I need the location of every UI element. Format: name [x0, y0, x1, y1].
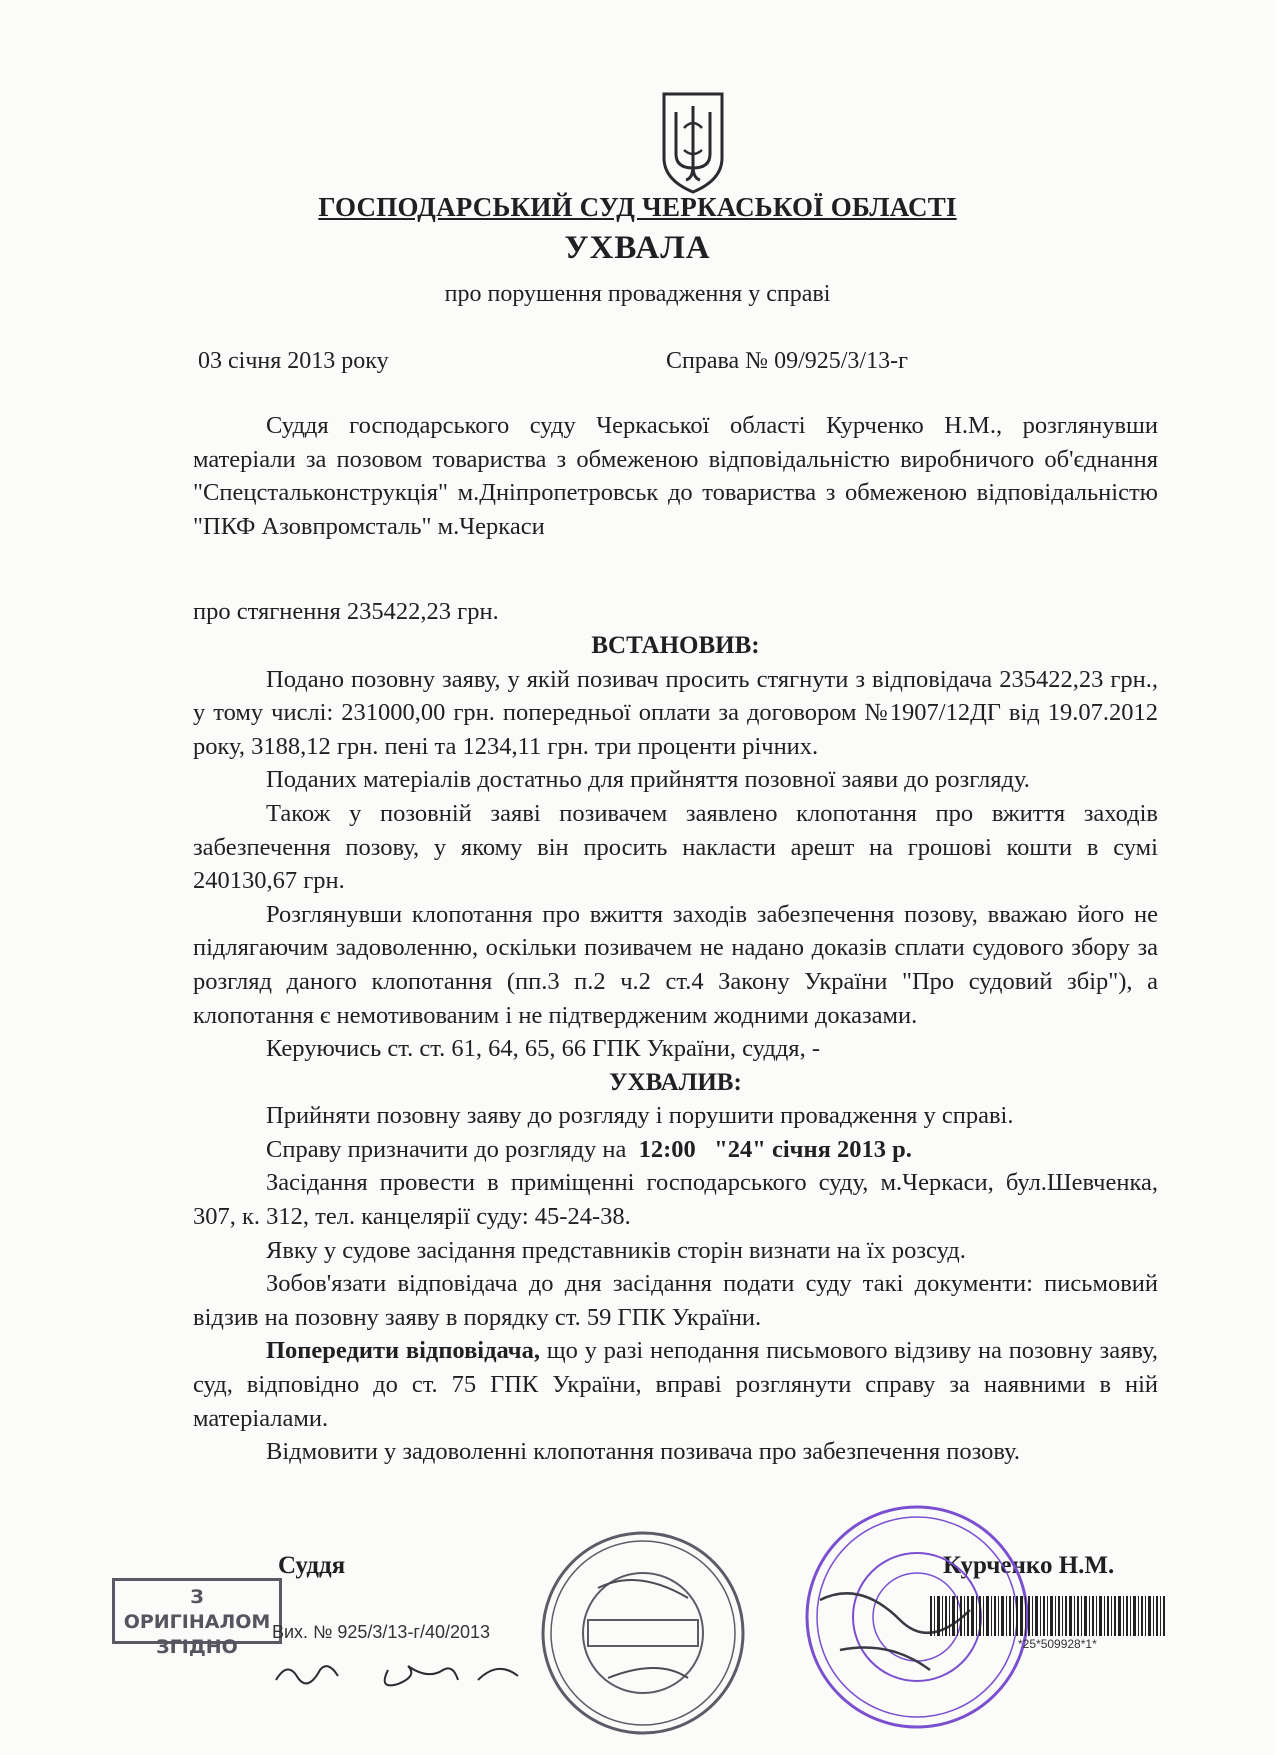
paragraph-claim: Подано позовну заяву, у якій позивач просить стягнути з відповідача 235422,23 грн., у тому числі: 231000,00 грн. попередньої оплати за договором №1907/12ДГ від 19.07.2012 року, 3188,12 грн. пені та 1234,11 грн. три проценти річних.: [193, 665, 1158, 760]
resolution-venue: Засідання провести в приміщенні господарського суду, м.Черкаси, бул.Шевченка, 307, к. 312, тел. канцелярії суду: 45-24-38.: [193, 1169, 1158, 1231]
intro-paragraph: Суддя господарського суду Черкаської області Курченко Н.М., розглянувши матеріали за позовом товариства з обмеженою відповідальністю виробничого об'єднання "Спецстальконструкція" м.Дніпропетровськ до товариства з обмеженою відповідальністю "ПКФ Азовпромсталь" м.Черкаси: [193, 412, 1158, 540]
paragraph-motion: Також у позовній заяві позивачем заявлено клопотання про вжиття заходів забезпечення позову, у якому він просить накласти арешт на грошові кошти в сумі 240130,67 грн.: [193, 799, 1158, 895]
ruling-body: [193, 409, 1158, 1469]
court-seal-icon: [538, 1528, 748, 1738]
ruling-date: 03 січня 2013 року: [198, 348, 389, 374]
paragraph-motion-review: Розглянувши клопотання про вжиття заходів забезпечення позову, вважаю його не підлягаючим задоволенню, оскільки позивачем не надано доказів сплати судового збору за розгляд даного клопотання (пп.3 п.2 ч.2 ст.4 Закону України "Про судовий збір"), а клопотання є немотивованим і не підтвердженим жодними доказами.: [193, 900, 1158, 1029]
hearing-date: "24" січня 2013 р.: [714, 1135, 912, 1163]
stamp-line-1: З ОРИГІНАЛОМ: [123, 1586, 271, 1633]
signature-icon: [268, 1640, 648, 1700]
resolved-heading: УХВАЛИВ:: [609, 1068, 742, 1096]
resolution-schedule: Справу призначити до розгляду на 12:00 "24" січня 2013 р.: [266, 1135, 912, 1163]
outgoing-number: Вих. № 925/3/13-г/40/2013: [272, 1622, 491, 1642]
stamp-line-2: ЗГІДНО: [156, 1636, 238, 1658]
paragraph-sufficiency: Поданих матеріалів достатньо для прийняття позовної заяви до розгляду.: [266, 766, 1030, 794]
resolution-attendance: Явку у судове засідання представників сторін визнати на їх розсуд.: [266, 1236, 966, 1264]
barcode-icon: [930, 1596, 1166, 1636]
hearing-time: 12:00: [638, 1135, 696, 1163]
case-number: Справа № 09/925/3/13-г: [666, 348, 908, 374]
resolution-accept: Прийняти позовну заяву до розгляду і порушити провадження у справі.: [266, 1102, 1014, 1130]
paragraph-legal-basis: Керуючись ст. ст. 61, 64, 65, 66 ГПК України, суддя, -: [266, 1035, 820, 1063]
judge-label: Суддя: [278, 1552, 346, 1579]
resolution-refuse: Відмовити у задоволенні клопотання позивача про забезпечення позову.: [266, 1438, 1021, 1466]
document-title: УХВАЛА: [564, 230, 711, 266]
barcode-number: *25*509928*1*: [1018, 1637, 1097, 1651]
claim-subject: про стягнення 235422,23 грн.: [193, 598, 499, 626]
judge-name: Курченко Н.М.: [943, 1552, 1115, 1579]
warning-bold: Попередити відповідача,: [266, 1337, 540, 1365]
established-heading: ВСТАНОВИВ:: [591, 631, 760, 659]
resolution-warning: Попередити відповідача, що у разі неподання письмового відзиву на позовну заяву, суд, відповідно до ст. 75 ГПК України, вправі розглянути справу за наявними в ній матеріалами.: [193, 1337, 1159, 1432]
certified-copy-stamp: [112, 1578, 282, 1658]
trident-emblem-icon: [656, 88, 730, 196]
court-name: ГОСПОДАРСЬКИЙ СУД ЧЕРКАСЬКОЇ ОБЛАСТІ: [318, 192, 957, 222]
document-subtitle: про порушення провадження у справі: [444, 281, 831, 307]
resolution-documents: Зобов'язати відповідача до дня засідання подати суду такі документи: письмовий відзив на позовну заяву в порядку ст. 59 ГПК України.: [193, 1270, 1158, 1331]
